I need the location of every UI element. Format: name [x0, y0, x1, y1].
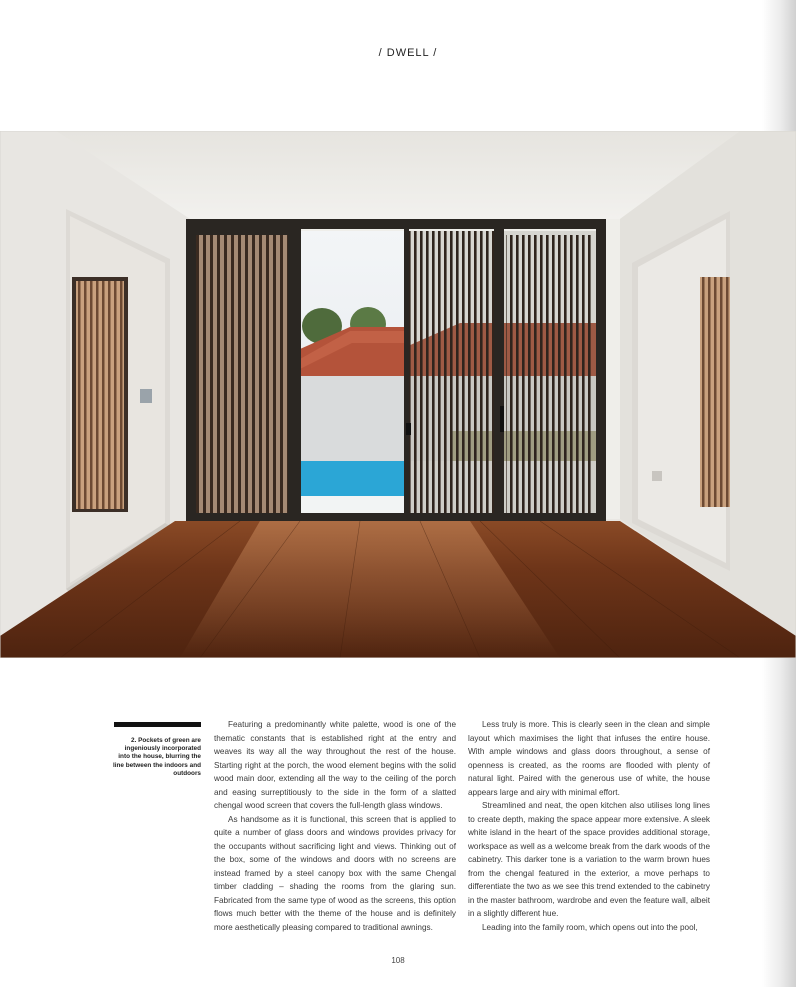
body-column-1: [214, 718, 456, 934]
paragraph: Featuring a predominantly white palette, wood is one of the thematic constants that is established right at the entry and weaves its way all the way throughout the rest of the house. Starting right at the porch, the wood element begins with the solid wood main door, extending all the way to the ceiling of the porch and easing surreptitiously to the side in the form of a slatted chengal wood screen that covers the full-length glass windows.: [214, 720, 456, 810]
section-header: / DWELL /: [378, 47, 438, 59]
body-column-2: [468, 718, 710, 934]
paragraph: Less truly is more. This is clearly seen in the clean and simple layout which maximises the light that infuses the entire house. With ample windows and glass doors throughout, a sense of openness is created, as the rooms are flooded with plenty of natural light. Paired with the generous use of white, the house appears large and airy with minimal effort.: [468, 720, 710, 797]
paragraph: Leading into the family room, which opens out into the pool,: [482, 922, 698, 932]
interior-photo: [0, 131, 796, 658]
photo-caption: 2. Pockets of green are ingeniously incorporated into the house, blurring the line between the indoors and outdoors: [112, 737, 201, 777]
paragraph: As handsome as it is functional, this screen that is applied to quite a number of glass doors and windows provides privacy for the occupants without sacrificing light and views. Thinking out of the box, some of the windows and doors with no screens are instead framed by a steel canopy box with the same Chengal timber cladding – shading the rooms from the glaring sun. Fabricated from the same type of wood as the screens, this option flows much better with the theme of the house and is definitely more aesthetically pleasing compared to traditional awnings.: [214, 814, 456, 932]
paragraph: Streamlined and neat, the open kitchen also utilises long lines to create depth, making the space appear more extensive. A sleek white island in the heart of the space provides additional storage, workspace as well as a welcome break from the dark woods of the cabinetry. This darker tone is a variation to the warm brown hues from the chengal featured in the exterior, a move perhaps to differentiate the two as we see this trend extended to the cabinetry in the master bathroom, wardrobe and even the feature wall, albeit in a slightly different hue.: [468, 801, 710, 918]
caption-rule: [114, 722, 201, 727]
page-number: 108: [391, 956, 405, 965]
